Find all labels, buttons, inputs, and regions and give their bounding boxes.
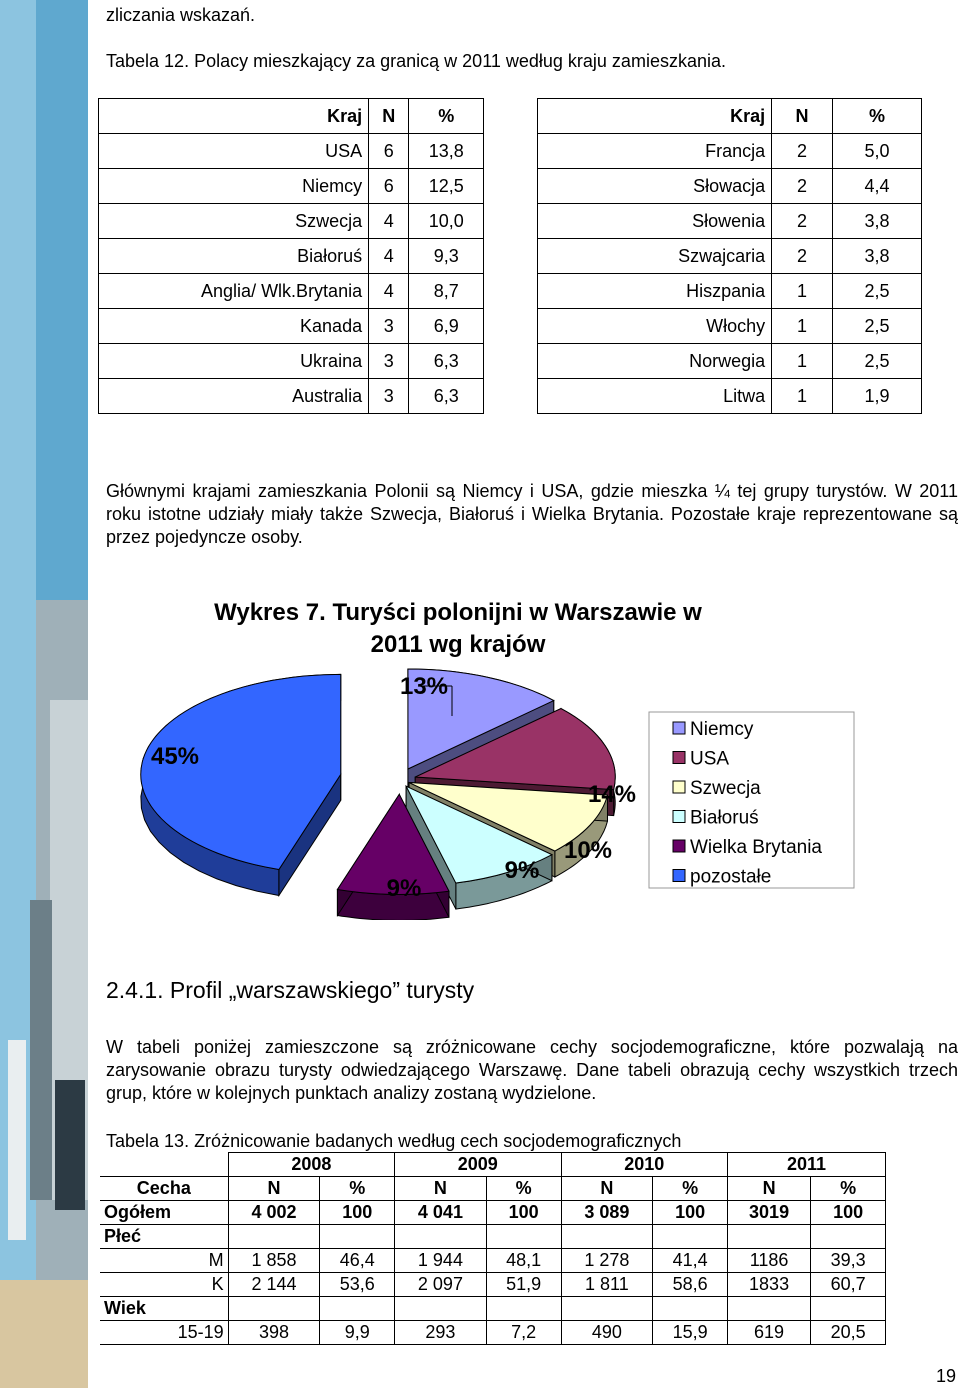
n-header: N xyxy=(561,1177,653,1201)
value-cell: 100 xyxy=(811,1201,886,1225)
country-cell: Szwecja xyxy=(99,204,369,239)
legend-label: Szwecja xyxy=(690,778,761,799)
data-label: 13% xyxy=(399,673,449,700)
table-row xyxy=(100,1201,886,1225)
table-row xyxy=(538,379,922,414)
value-cell: 53,6 xyxy=(320,1273,395,1297)
page-number: 19 xyxy=(936,1366,957,1386)
table-row xyxy=(100,1225,886,1249)
value-cell: 100 xyxy=(653,1201,728,1225)
table-row xyxy=(99,379,484,414)
country-cell: Francja xyxy=(538,134,772,169)
table-row xyxy=(99,274,484,309)
value-cell: 2 097 xyxy=(395,1273,487,1297)
sub-label: M xyxy=(100,1249,228,1273)
value-cell: 15,9 xyxy=(653,1321,728,1345)
count-cell: 6 xyxy=(369,169,409,204)
table13-caption: Tabela 13. Zróżnicowanie badanych według cech socjodemograficznych xyxy=(106,1131,682,1151)
table-row xyxy=(99,239,484,274)
empty-cell xyxy=(320,1297,395,1321)
table-row xyxy=(538,239,922,274)
legend-swatch xyxy=(673,781,685,793)
percent-cell: 2,5 xyxy=(832,344,921,379)
row-label: Ogółem xyxy=(100,1201,228,1225)
value-cell: 4 041 xyxy=(395,1201,487,1225)
sub-label: K xyxy=(100,1273,228,1297)
value-cell: 51,9 xyxy=(486,1273,561,1297)
country-cell: Hiszpania xyxy=(538,274,772,309)
country-cell: Niemcy xyxy=(99,169,369,204)
legend-label: USA xyxy=(690,748,730,770)
value-cell: 293 xyxy=(395,1321,487,1345)
empty-cell xyxy=(811,1297,886,1321)
value-cell: 48,1 xyxy=(486,1249,561,1273)
empty-cell xyxy=(228,1225,320,1249)
legend-label: Niemcy xyxy=(690,719,754,740)
value-cell: 1 858 xyxy=(228,1249,320,1273)
legend-label: Wielka Brytania xyxy=(690,837,822,858)
count-cell: 4 xyxy=(369,274,409,309)
sub-label: 15-19 xyxy=(100,1321,228,1345)
empty-cell xyxy=(727,1225,810,1249)
group-label: Płeć xyxy=(100,1225,228,1249)
group-label: Wiek xyxy=(100,1297,228,1321)
data-label: 10% xyxy=(563,837,613,864)
value-cell: 619 xyxy=(727,1321,810,1345)
table-row xyxy=(99,309,484,344)
percent-header: % xyxy=(320,1177,395,1201)
column-header: Kraj xyxy=(538,99,772,134)
table-row xyxy=(538,274,922,309)
count-cell: 2 xyxy=(772,169,833,204)
legend-label: pozostałe xyxy=(690,866,772,888)
table-row xyxy=(100,1321,886,1345)
count-cell: 3 xyxy=(369,309,409,344)
empty-cell xyxy=(320,1225,395,1249)
table-row xyxy=(99,169,484,204)
table-row xyxy=(538,204,922,239)
country-cell: Norwegia xyxy=(538,344,772,379)
table12-left xyxy=(98,98,484,414)
percent-cell: 13,8 xyxy=(409,134,484,169)
table-row xyxy=(538,134,922,169)
legend-label: Białoruś xyxy=(690,807,759,829)
table-header-row xyxy=(538,99,922,134)
count-cell: 4 xyxy=(369,239,409,274)
value-cell: 100 xyxy=(486,1201,561,1225)
data-label: 45% xyxy=(150,743,200,770)
value-cell: 39,3 xyxy=(811,1249,886,1273)
percent-cell: 10,0 xyxy=(409,204,484,239)
value-cell: 20,5 xyxy=(811,1321,886,1345)
percent-cell: 6,9 xyxy=(409,309,484,344)
value-cell: 46,4 xyxy=(320,1249,395,1273)
percent-cell: 12,5 xyxy=(409,169,484,204)
table-row xyxy=(99,344,484,379)
value-cell: 41,4 xyxy=(653,1249,728,1273)
cecha-header: Cecha xyxy=(100,1177,228,1201)
value-cell: 100 xyxy=(320,1201,395,1225)
table-row xyxy=(99,134,484,169)
value-cell: 1 278 xyxy=(561,1249,653,1273)
chart-title-line1: Wykres 7. Turyści polonijni w Warszawie w xyxy=(214,599,702,626)
value-cell: 1186 xyxy=(727,1249,810,1273)
year-header: 2010 xyxy=(561,1153,727,1177)
empty-cell xyxy=(395,1297,487,1321)
count-cell: 1 xyxy=(772,344,833,379)
country-cell: Litwa xyxy=(538,379,772,414)
decorative-sidebar xyxy=(0,0,88,1388)
country-cell: Białoruś xyxy=(99,239,369,274)
value-cell: 1 811 xyxy=(561,1273,653,1297)
n-header: N xyxy=(727,1177,810,1201)
empty-cell xyxy=(561,1297,653,1321)
country-cell: Włochy xyxy=(538,309,772,344)
legend-swatch xyxy=(673,752,685,764)
percent-header: % xyxy=(811,1177,886,1201)
pie-chart xyxy=(100,590,880,920)
country-cell: Ukraina xyxy=(99,344,369,379)
count-cell: 2 xyxy=(772,239,833,274)
section-heading: 2.4.1. Profil „warszawskiego” turysty xyxy=(106,977,475,1003)
legend-swatch xyxy=(673,840,685,852)
empty-cell xyxy=(486,1297,561,1321)
count-cell: 3 xyxy=(369,379,409,414)
value-cell: 398 xyxy=(228,1321,320,1345)
country-cell: Szwajcaria xyxy=(538,239,772,274)
percent-cell: 2,5 xyxy=(832,309,921,344)
table-row xyxy=(100,1273,886,1297)
empty-cell xyxy=(395,1225,487,1249)
value-cell: 490 xyxy=(561,1321,653,1345)
value-cell: 3 089 xyxy=(561,1201,653,1225)
year-header-row xyxy=(100,1153,886,1177)
value-cell: 1 944 xyxy=(395,1249,487,1273)
column-header: N xyxy=(772,99,833,134)
count-cell: 3 xyxy=(369,344,409,379)
value-cell: 7,2 xyxy=(486,1321,561,1345)
country-cell: Kanada xyxy=(99,309,369,344)
empty-cell xyxy=(653,1297,728,1321)
count-cell: 4 xyxy=(369,204,409,239)
chart-title-line2: 2011 wg krajów xyxy=(370,631,546,658)
percent-cell: 2,5 xyxy=(832,274,921,309)
data-label: 14% xyxy=(587,781,637,808)
count-cell: 1 xyxy=(772,379,833,414)
empty-cell xyxy=(228,1297,320,1321)
percent-header: % xyxy=(486,1177,561,1201)
value-cell: 2 144 xyxy=(228,1273,320,1297)
data-label: 9% xyxy=(504,857,540,884)
year-header: 2011 xyxy=(727,1153,885,1177)
table-row xyxy=(100,1249,886,1273)
value-cell: 3019 xyxy=(727,1201,810,1225)
percent-cell: 8,7 xyxy=(409,274,484,309)
count-cell: 6 xyxy=(369,134,409,169)
empty-cell xyxy=(811,1225,886,1249)
legend-swatch xyxy=(673,811,685,823)
legend-swatch xyxy=(673,870,685,882)
empty-cell xyxy=(653,1225,728,1249)
country-cell: Australia xyxy=(99,379,369,414)
intro-text: zliczania wskazań. xyxy=(106,5,256,25)
n-header: N xyxy=(228,1177,320,1201)
country-cell: Anglia/ Wlk.Brytania xyxy=(99,274,369,309)
count-cell: 1 xyxy=(772,274,833,309)
value-cell: 58,6 xyxy=(653,1273,728,1297)
percent-cell: 3,8 xyxy=(832,204,921,239)
pie-slice-pozostałe xyxy=(141,674,341,895)
value-cell: 1833 xyxy=(727,1273,810,1297)
paragraph-polonia: Głównymi krajami zamieszkania Polonii są Niemcy i USA, gdzie mieszka ¼ tej grupy turystów. W 2011 roku istotne udziały miały także Szwecja, Białoruś i Wielka Brytania. Pozostałe kraje reprezentowane są przez pojedyncze osoby. xyxy=(106,481,958,547)
paragraph-profile: W tabeli poniżej zamieszczone są zróżnicowane cechy socjodemograficzne, które pozwalają na zarysowanie obrazu turysty odwiedzającego Warszawę. Dane tabeli obrazują cechy wszystkich trzech grup, które w kolejnych punktach analizy zostaną wydzielone. xyxy=(106,1037,958,1103)
year-header: 2009 xyxy=(395,1153,561,1177)
percent-cell: 3,8 xyxy=(832,239,921,274)
table-header-row xyxy=(99,99,484,134)
table-row xyxy=(100,1297,886,1321)
empty-cell xyxy=(561,1225,653,1249)
table-row xyxy=(99,204,484,239)
column-header-row xyxy=(100,1177,886,1201)
percent-cell: 1,9 xyxy=(832,379,921,414)
count-cell: 1 xyxy=(772,309,833,344)
value-cell: 60,7 xyxy=(811,1273,886,1297)
empty-cell xyxy=(100,1153,228,1177)
year-header: 2008 xyxy=(228,1153,394,1177)
value-cell: 4 002 xyxy=(228,1201,320,1225)
country-cell: USA xyxy=(99,134,369,169)
table12-caption: Tabela 12. Polacy mieszkający za granicą w 2011 według kraju zamieszkania. xyxy=(106,51,726,71)
country-cell: Słowacja xyxy=(538,169,772,204)
percent-cell: 5,0 xyxy=(832,134,921,169)
percent-cell: 9,3 xyxy=(409,239,484,274)
table13 xyxy=(100,1152,886,1345)
column-header: % xyxy=(409,99,484,134)
data-label: 9% xyxy=(386,875,422,902)
empty-cell xyxy=(727,1297,810,1321)
value-cell: 9,9 xyxy=(320,1321,395,1345)
column-header: N xyxy=(369,99,409,134)
percent-header: % xyxy=(653,1177,728,1201)
percent-cell: 6,3 xyxy=(409,344,484,379)
column-header: % xyxy=(832,99,921,134)
country-cell: Słowenia xyxy=(538,204,772,239)
legend-swatch xyxy=(673,722,685,734)
table-row xyxy=(538,309,922,344)
count-cell: 2 xyxy=(772,134,833,169)
n-header: N xyxy=(395,1177,487,1201)
table-row xyxy=(538,344,922,379)
percent-cell: 4,4 xyxy=(832,169,921,204)
column-header: Kraj xyxy=(99,99,369,134)
count-cell: 2 xyxy=(772,204,833,239)
percent-cell: 6,3 xyxy=(409,379,484,414)
table12-right xyxy=(537,98,922,414)
empty-cell xyxy=(486,1225,561,1249)
table-row xyxy=(538,169,922,204)
